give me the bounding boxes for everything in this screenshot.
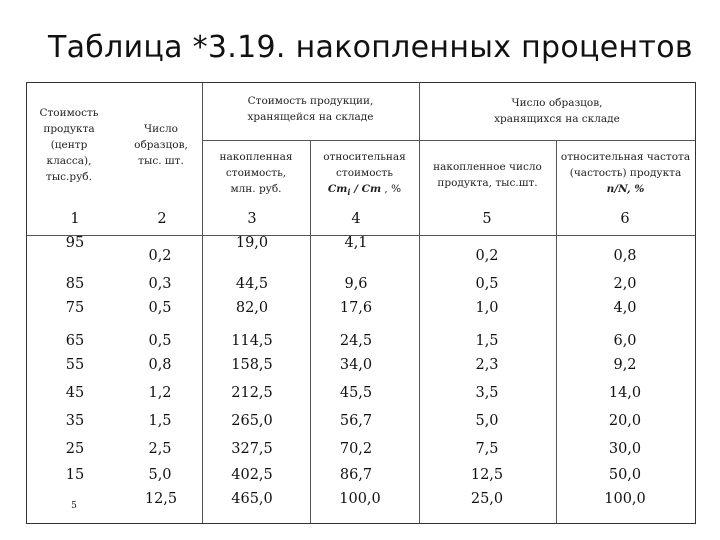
table-cell: 45,5 (339, 385, 373, 401)
table-cell: 0,5 (148, 300, 172, 316)
table-cell: 327,5 (231, 441, 273, 457)
table-cell: 86,7 (339, 467, 373, 483)
table-cell: 34,0 (339, 357, 373, 373)
group-header-rule (202, 140, 695, 141)
table-row-total-marker: 5 (71, 501, 77, 511)
table-cell: 9,2 (613, 357, 637, 373)
table-cell: 35 (65, 413, 85, 429)
table-cell: 0,5 (148, 333, 172, 349)
table-cell: 14,0 (608, 385, 642, 401)
column-number: 1 (70, 211, 80, 227)
table-cell: 3,5 (475, 385, 499, 401)
total-cell: 12,5 (144, 491, 178, 507)
table-cell: 402,5 (231, 467, 273, 483)
table-cell: 0,2 (148, 248, 172, 264)
header-relative-frequency: относительная частота (частость) продукта n/N, % (560, 151, 691, 195)
table-cell: 2,3 (475, 357, 499, 373)
table-cell: 25 (65, 441, 85, 457)
table-cell: 5,0 (148, 467, 172, 483)
table-cell: 7,5 (475, 441, 499, 457)
table-cell: 56,7 (339, 413, 373, 429)
table-cell: 70,2 (339, 441, 373, 457)
table-cell: 2,0 (613, 276, 637, 292)
table-cell: 12,5 (470, 467, 504, 483)
header-relative-cost: относительная стоимость $Cm_i$ / Cm , % (310, 149, 419, 200)
column-number: 5 (482, 211, 492, 227)
total-cell: 100,0 (604, 491, 646, 507)
table-cell: 0,8 (148, 357, 172, 373)
table-cell: 0,5 (475, 276, 499, 292)
relative-cost-formula: $Cm_i$ / Cm , % (327, 183, 402, 198)
table-cell: 265,0 (231, 413, 273, 429)
table-cell: 82,0 (235, 300, 269, 316)
table-cell: 75 (65, 300, 85, 316)
column-number: 4 (351, 211, 361, 227)
table-cell: 2,5 (148, 441, 172, 457)
page-title: Таблица *3.19. накопленных процентов (48, 30, 693, 65)
table-cell: 114,5 (231, 333, 273, 349)
total-cell: 100,0 (339, 491, 381, 507)
table-cell: 45 (65, 385, 85, 401)
table-cell: 50,0 (608, 467, 642, 483)
table-cell: 1,5 (475, 333, 499, 349)
total-cell: 25,0 (470, 491, 504, 507)
table-cell: 6,0 (613, 333, 637, 349)
table-cell: 17,6 (339, 300, 373, 316)
col-divider (556, 141, 557, 523)
header-sample-count: Число образцов, тыс. шт. (134, 123, 188, 167)
header-group-stored-value: Стоимость продукции, хранящейся на складе (247, 95, 374, 123)
table-cell: 30,0 (608, 441, 642, 457)
table-cell: 0,2 (475, 248, 499, 264)
table-cell: 20,0 (608, 413, 642, 429)
header-cumulative-count: накопленное число продукта, тыс.шт. (433, 161, 542, 189)
table-cell: 55 (65, 357, 85, 373)
col-divider (419, 83, 420, 523)
table-cell: 15 (65, 467, 85, 483)
table-cell: 0,8 (613, 248, 637, 264)
table-cell: 4,0 (613, 300, 637, 316)
table-cell: 65 (65, 333, 85, 349)
table-cell: 212,5 (231, 385, 273, 401)
total-cell: 465,0 (231, 491, 273, 507)
table-cell: 5,0 (475, 413, 499, 429)
column-number: 2 (157, 211, 167, 227)
header-product-cost: Стоимость продукта (центр класса), тыс.руб. (39, 107, 99, 183)
header-group-stored-samples: Число образцов, хранящихся на складе (494, 97, 620, 125)
table-cell: 4,1 (344, 235, 368, 251)
table-cell: 19,0 (235, 235, 269, 251)
table-cell: 158,5 (231, 357, 273, 373)
column-number: 3 (247, 211, 257, 227)
table-cell: 44,5 (235, 276, 269, 292)
table-cell: 9,6 (344, 276, 368, 292)
table-cell: 1,2 (148, 385, 172, 401)
table-cell: 95 (65, 235, 85, 251)
table-cell: 24,5 (339, 333, 373, 349)
table-cell: 1,0 (475, 300, 499, 316)
table-cell: 85 (65, 276, 85, 292)
table-cell: 0,3 (148, 276, 172, 292)
table-cell: 1,5 (148, 413, 172, 429)
column-number: 6 (620, 211, 630, 227)
header-cumulative-cost: накопленная стоимость, млн. руб. (219, 151, 293, 195)
